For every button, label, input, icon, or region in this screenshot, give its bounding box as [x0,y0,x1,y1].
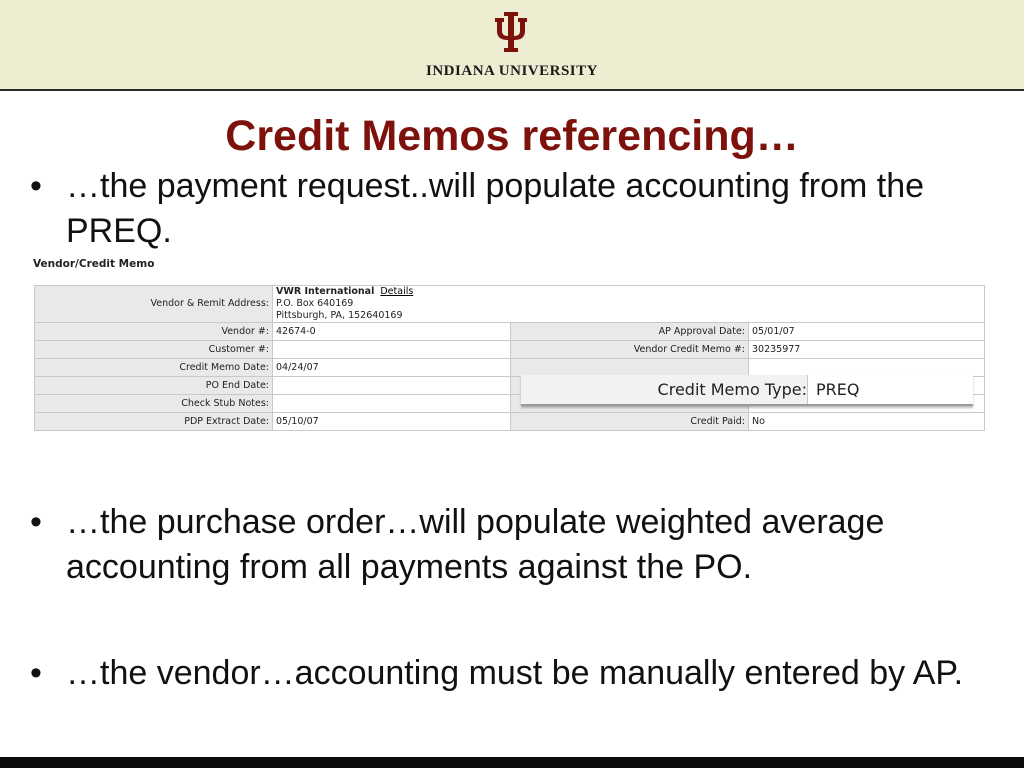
field-label: Credit Memo Date: [35,359,273,377]
bullet-text: …the purchase order…will populate weighted average accounting from all payments against the PO. [66,503,885,586]
panel-title: Vendor/Credit Memo [33,258,155,270]
credit-memo-type-callout [521,375,973,406]
field-label: Vendor Credit Memo #: [511,341,749,359]
slide-header [0,0,1024,91]
vendor-address-cell [273,286,985,323]
bullet-marker: • [30,654,42,692]
bullet-text: …the vendor…accounting must be manually entered by AP. [66,654,964,692]
vendor-name: VWR International [276,286,375,297]
bullet-marker: • [30,167,42,205]
callout-label: Credit Memo Type: [521,375,807,404]
bullet-text: …the payment request..will populate accounting from the PREQ. [66,167,925,250]
table-row [35,359,985,377]
field-label [511,359,749,377]
field-label: AP Approval Date: [511,323,749,341]
vendor-credit-memo-screenshot [32,255,986,455]
details-link[interactable]: Details [380,286,414,297]
bullet-marker: • [30,503,42,541]
iu-trident-logo-icon [495,12,527,52]
field-value: 04/24/07 [273,359,511,377]
bottom-bar [0,757,1024,768]
field-label: Vendor & Remit Address: [35,286,273,323]
address-line: P.O. Box 640169 [276,298,354,309]
field-value: 30235977 [749,341,985,359]
field-label: Credit Paid: [511,413,749,431]
field-value: 05/01/07 [749,323,985,341]
field-label: Check Stub Notes: [35,395,273,413]
field-value: 05/10/07 [273,413,511,431]
slide-title: Credit Memos referencing… [225,112,799,160]
field-value: No [749,413,985,431]
address-line: Pittsburgh, PA, 152640169 [276,310,403,321]
callout-value: PREQ [807,375,982,404]
field-value: 42674-0 [273,323,511,341]
org-name: INDIANA UNIVERSITY [426,63,598,79]
table-row [35,341,985,359]
field-label: PO End Date: [35,377,273,395]
field-label: Vendor #: [35,323,273,341]
field-value [749,359,985,377]
field-label: Customer #: [35,341,273,359]
table-row [35,286,985,323]
table-row [35,323,985,341]
vendor-credit-memo-table [34,285,985,431]
field-value [273,395,511,413]
table-row [35,413,985,431]
field-value [273,341,511,359]
field-label: PDP Extract Date: [35,413,273,431]
field-value [273,377,511,395]
